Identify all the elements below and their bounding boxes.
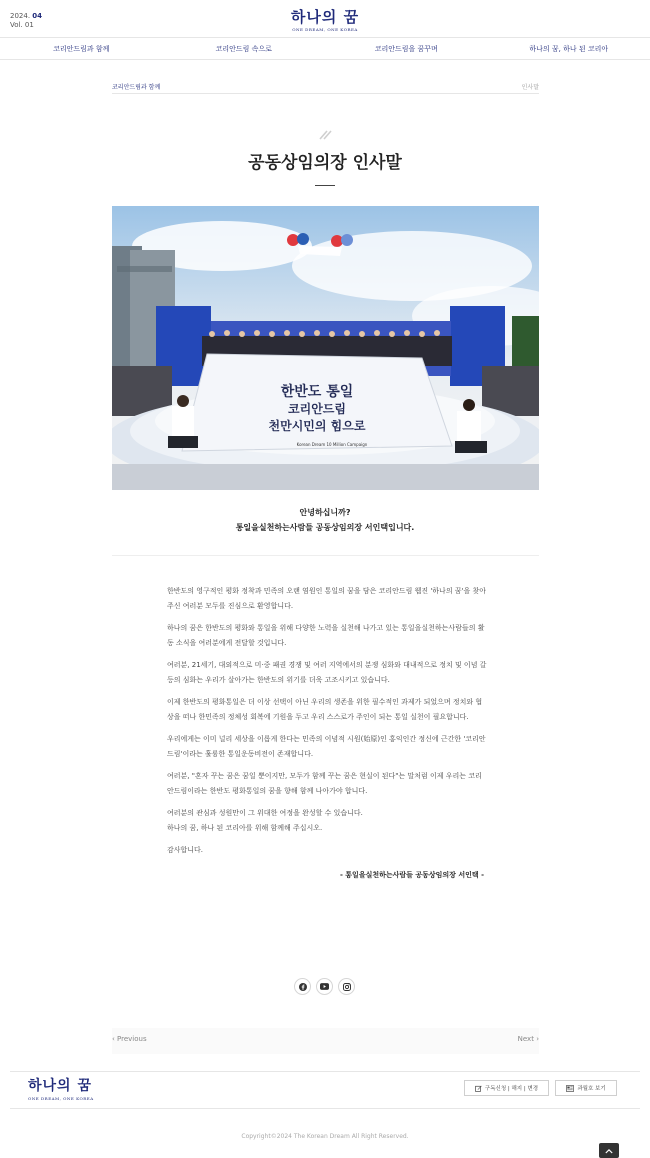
edit-icon [475, 1085, 482, 1092]
footer-logo-subtitle: ONE DREAM, ONE KOREA [28, 1096, 94, 1101]
footer-divider [10, 1071, 640, 1072]
signature: - 통일을실천하는사람들 공동상임의장 서인택 - [339, 871, 484, 879]
greeting-line-2: 통일을실천하는사람들 공동상임의장 서인택입니다. [235, 523, 415, 532]
paragraph: 한반도의 영구적인 평화 정착과 민족의 오랜 염원인 통일의 꿈을 담은 코리안드림 웹진 '하나의 꿈'을 찾아주신 여러분 모두를 진심으로 환영합니다. [167, 587, 487, 610]
breadcrumb-section[interactable]: 코리안드림과 함께 [112, 84, 161, 91]
previous-link[interactable] [112, 1035, 147, 1043]
previous-label: Previous [117, 1035, 147, 1043]
paragraph: 여러분, 21세기, 대외적으로 미·중 패권 경쟁 및 여러 지역에서의 분쟁 심화와 대내적으로 정치 및 이념 갈등의 심화는 우리가 살아가는 한반도의 위기를 더욱 고조시키고 있습니다. [167, 661, 487, 684]
issue-info [10, 12, 42, 30]
title-decoration-icon [318, 130, 332, 140]
footer-logo-title: 하나의 꿈 [28, 1078, 92, 1094]
logo-title: 하나의 꿈 [290, 8, 360, 26]
page-title: 공동상임의장 인사말 [248, 153, 402, 173]
chevron-left-icon: ‹ [112, 1035, 118, 1043]
event-photo-illustration [112, 206, 539, 490]
next-label: Next [517, 1035, 534, 1043]
back-issues-button[interactable] [555, 1080, 617, 1096]
paragraph: 하나의 꿈은 한반도의 평화와 통일을 위해 다양한 노력을 실천해 나가고 있는 통일을실천하는사람들의 활동 소식을 여러분에게 전달할 것입니다. [167, 624, 485, 647]
greeting [0, 505, 650, 535]
footer-logo[interactable] [28, 1078, 94, 1101]
paragraph: 감사합니다. [167, 846, 204, 854]
post-pager [112, 1028, 539, 1054]
site-header [0, 0, 650, 38]
next-link[interactable] [518, 1035, 539, 1043]
nav-item-into-korean-dream[interactable]: 코리안드림 속으로 [215, 45, 272, 53]
subscribe-label: 구독신청 | 해지 | 변경 [484, 1086, 539, 1092]
banner-line-1: 한반도 통일 [280, 384, 354, 400]
issue-month: 04 [32, 12, 43, 20]
back-issues-label: 과월호 보기 [577, 1086, 606, 1092]
chevron-up-icon [605, 1148, 613, 1154]
instagram-icon[interactable] [338, 978, 355, 995]
copyright: Copyright©2024 The Korean Dream All Right Reserved. [241, 1133, 409, 1140]
social-share [294, 978, 355, 995]
newspaper-icon [566, 1085, 574, 1092]
logo-subtitle: ONE DREAM, ONE KOREA [292, 27, 358, 32]
greeting-divider [112, 555, 539, 556]
banner-line-3: 천만시민의 힘으로 [268, 419, 366, 433]
banner-line-2: 코리안드림 [288, 402, 346, 416]
chevron-right-icon: › [536, 1035, 539, 1043]
paragraph: 여러분의 관심과 성원만이 그 위대한 여정을 완성할 수 있습니다. 하나의 꿈, 하나 된 코리아를 위해 함께해 주십시오. [167, 809, 363, 832]
title-divider [315, 185, 335, 186]
footer-bottom-divider [10, 1108, 640, 1109]
article-body [167, 584, 487, 866]
youtube-icon[interactable] [316, 978, 333, 995]
paragraph: 여러분, "혼자 꾸는 꿈은 꿈일 뿐이지만, 모두가 함께 꾸는 꿈은 현실이 된다"는 말처럼 이제 우리는 코리안드림이라는 한반도 평화통일의 꿈을 향해 함께 나아가야 합니다. [167, 772, 482, 795]
paragraph: 이제 한반도의 평화통일은 더 이상 선택이 아닌 우리의 생존을 위한 필수적인 과제가 되었으며 정치와 협상을 떠나 한민족의 정체성 회복에 기원을 두고 우리 스스로가 주인이 되는 통일 실천이 필요합니다. [167, 698, 483, 721]
nav-item-dreaming-korean-dream[interactable]: 코리안드림을 꿈꾸며 [374, 45, 438, 53]
greeting-line-1: 안녕하십니까? [299, 508, 351, 517]
nav-item-one-dream-one-korea[interactable]: 하나의 꿈, 하나 된 코리아 [529, 45, 609, 53]
paragraph: 우리에게는 이미 널리 세상을 이롭게 한다는 민족의 이념적 시원(始原)인 홍익인간 정신에 근간한 '코리안드림'이라는 훌륭한 통일운동비전이 존재합니다. [167, 735, 486, 758]
nav-item-with-korean-dream[interactable]: 코리안드림과 함께 [53, 45, 110, 53]
hero-photo [112, 206, 539, 490]
scroll-to-top-button[interactable] [599, 1143, 619, 1158]
breadcrumb [112, 80, 539, 94]
site-logo[interactable] [291, 9, 359, 32]
main-nav [0, 38, 650, 60]
subscribe-button[interactable] [464, 1080, 549, 1096]
issue-volume: Vol. 01 [10, 21, 34, 29]
breadcrumb-current: 인사말 [521, 84, 539, 91]
facebook-icon[interactable] [294, 978, 311, 995]
issue-year: 2024. [10, 12, 31, 20]
banner-caption: Korean Dream 10 Million Campaign [296, 442, 368, 447]
